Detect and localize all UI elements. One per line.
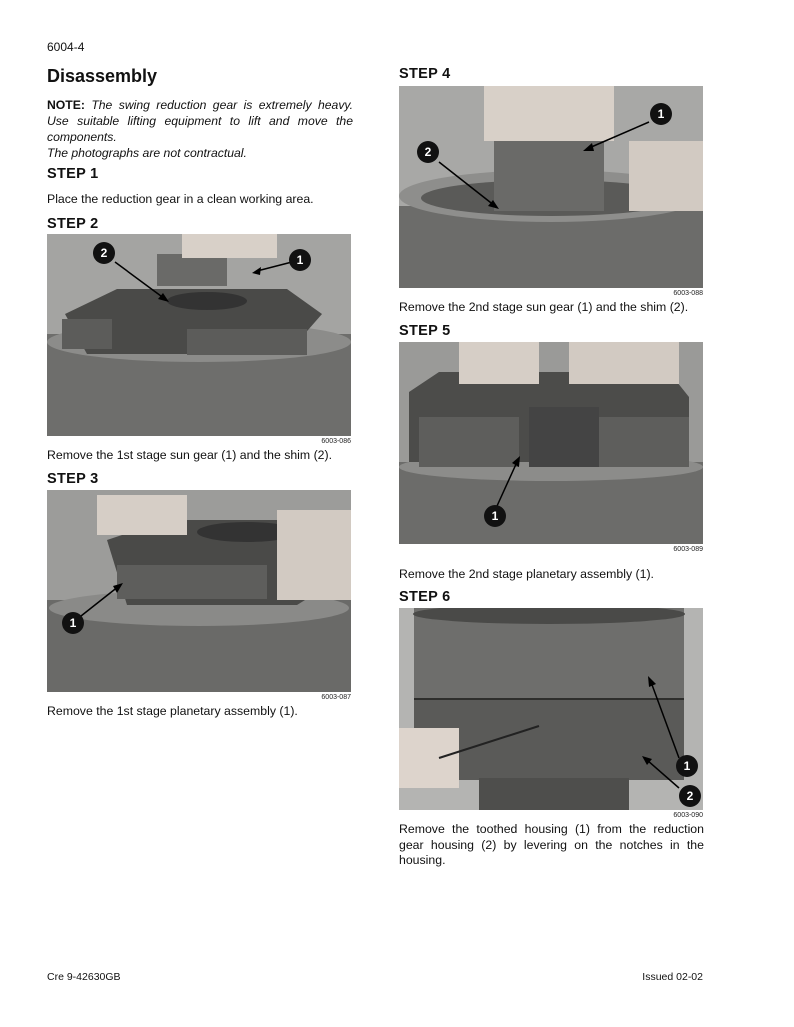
- step-3-text: Remove the 1st stage planetary assembly (1).: [47, 704, 298, 718]
- step-2-text: Remove the 1st stage sun gear (1) and the shim (2).: [47, 448, 333, 462]
- note-label: NOTE:: [47, 98, 85, 112]
- section-heading: Disassembly: [47, 66, 158, 86]
- note-block: [47, 97, 353, 161]
- step-3-photo: [47, 490, 351, 692]
- step-2-title: STEP 2: [47, 216, 99, 232]
- step-6-photo: [399, 608, 703, 810]
- page-number: 6004-4: [47, 40, 85, 54]
- step-3-title: STEP 3: [47, 471, 99, 487]
- step-5-text: Remove the 2nd stage planetary assembly (1).: [399, 567, 654, 581]
- step-1-title: STEP 1: [47, 166, 99, 182]
- step-6-text: Remove the toothed housing (1) from the reduction gear housing (2) by levering on the notches in the housing.: [399, 822, 704, 867]
- callout-1: 1: [657, 107, 665, 121]
- step-1-text: Place the reduction gear in a clean working area.: [47, 192, 314, 206]
- step-2-figure-number: 6003-086: [321, 438, 351, 445]
- callout-1: 1: [296, 253, 304, 267]
- callout-2: 2: [424, 145, 432, 159]
- note-text: The swing reduction gear is extremely heavy. Use suitable lifting equipment to lift and move the components.: [47, 98, 354, 144]
- footer-doc-code: Cre 9-42630GB: [47, 971, 121, 983]
- step-2-photo: [47, 234, 351, 436]
- footer-issue-date: Issued 02-02: [642, 971, 703, 983]
- step-4-text: Remove the 2nd stage sun gear (1) and the shim (2).: [399, 300, 689, 314]
- note-extra: The photographs are not contractual.: [47, 146, 247, 160]
- callout-2: 2: [100, 246, 108, 260]
- callout-1: 1: [683, 759, 691, 773]
- step-5-title: STEP 5: [399, 323, 451, 339]
- step-5-figure-number: 6003-089: [673, 546, 703, 553]
- callout-2: 2: [686, 789, 694, 803]
- callout-1: 1: [491, 509, 499, 523]
- step-6-title: STEP 6: [399, 589, 451, 605]
- step-4-title: STEP 4: [399, 66, 451, 82]
- step-3-figure-number: 6003-087: [321, 694, 351, 701]
- step-4-photo: [399, 86, 703, 288]
- step-5-photo: [399, 342, 703, 544]
- step-6-figure-number: 6003-090: [673, 812, 703, 819]
- callout-1: 1: [69, 616, 77, 630]
- step-4-figure-number: 6003-088: [673, 290, 703, 297]
